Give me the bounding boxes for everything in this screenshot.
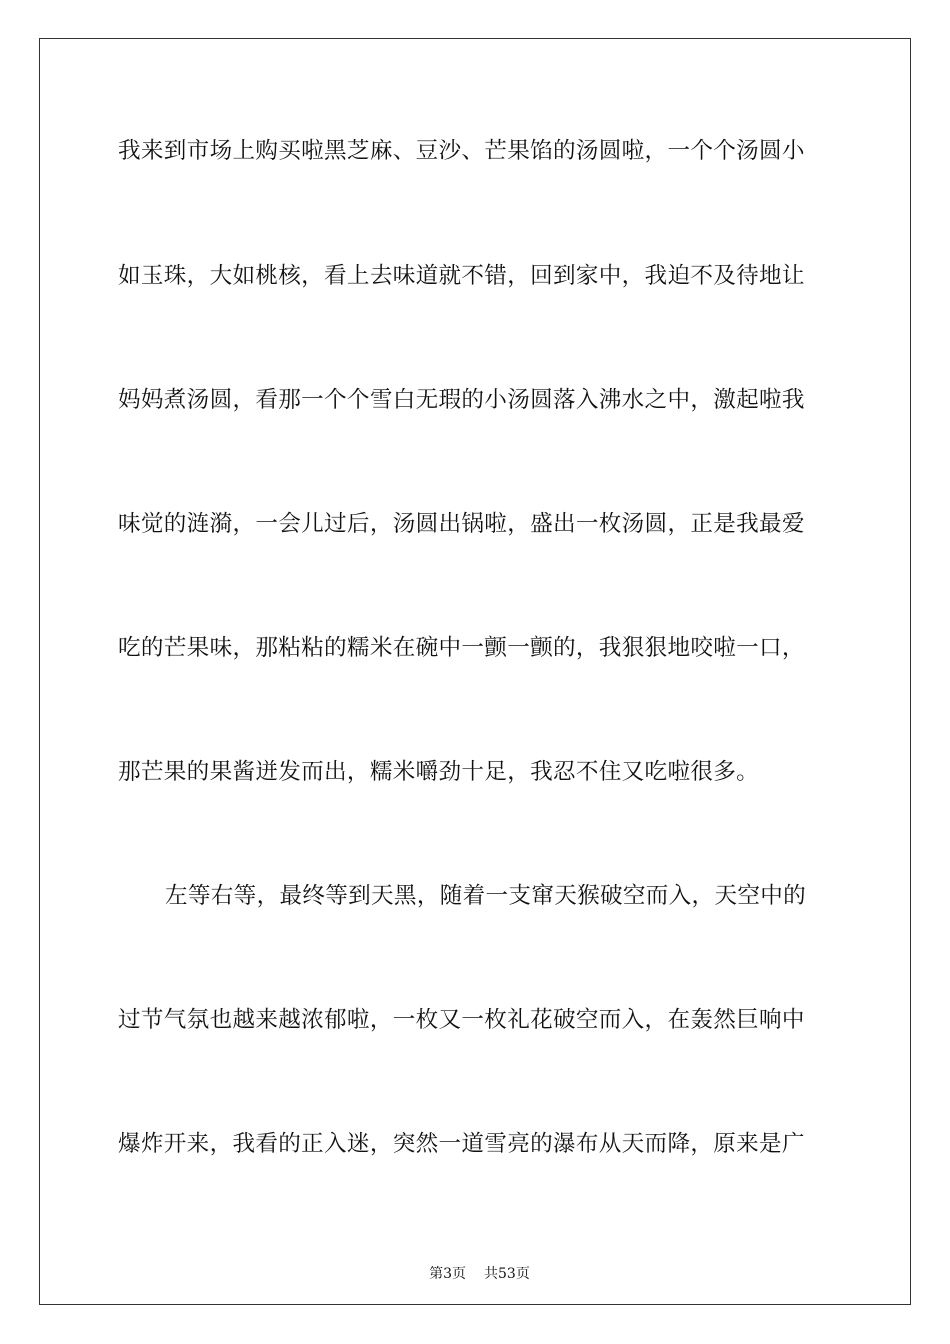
page-number: 第3页 [429, 1266, 466, 1282]
text-line: 如玉珠，大如桃核，看上去味道就不错，回到家中，我迫不及待地让 [118, 263, 805, 289]
total-pages: 共53页 [484, 1266, 530, 1282]
page-border [39, 38, 911, 1305]
text-line: 那芒果的果酱迸发而出，糯米嚼劲十足，我忍不住又吃啦很多。 [118, 759, 760, 785]
text-line-indented: 左等右等，最终等到天黑，随着一支窜天猴破空而入，天空中的 [165, 883, 807, 909]
text-line: 妈妈煮汤圆，看那一个个雪白无瑕的小汤圆落入沸水之中，激起啦我 [118, 387, 805, 413]
text-line: 吃的芒果味，那粘粘的糯米在碗中一颤一颤的，我狠狠地咬啦一口， [118, 635, 805, 661]
text-line: 我来到市场上购买啦黑芝麻、豆沙、芒果馅的汤圆啦，一个个汤圆小 [118, 138, 805, 164]
page-footer [0, 1247, 950, 1283]
text-line: 爆炸开来，我看的正入迷，突然一道雪亮的瀑布从天而降，原来是广 [118, 1131, 805, 1157]
text-line: 味觉的涟漪，一会儿过后，汤圆出锅啦，盛出一枚汤圆，正是我最爱 [118, 511, 805, 537]
text-line: 过节气氛也越来越浓郁啦，一枚又一枚礼花破空而入，在轰然巨响中 [118, 1007, 805, 1033]
